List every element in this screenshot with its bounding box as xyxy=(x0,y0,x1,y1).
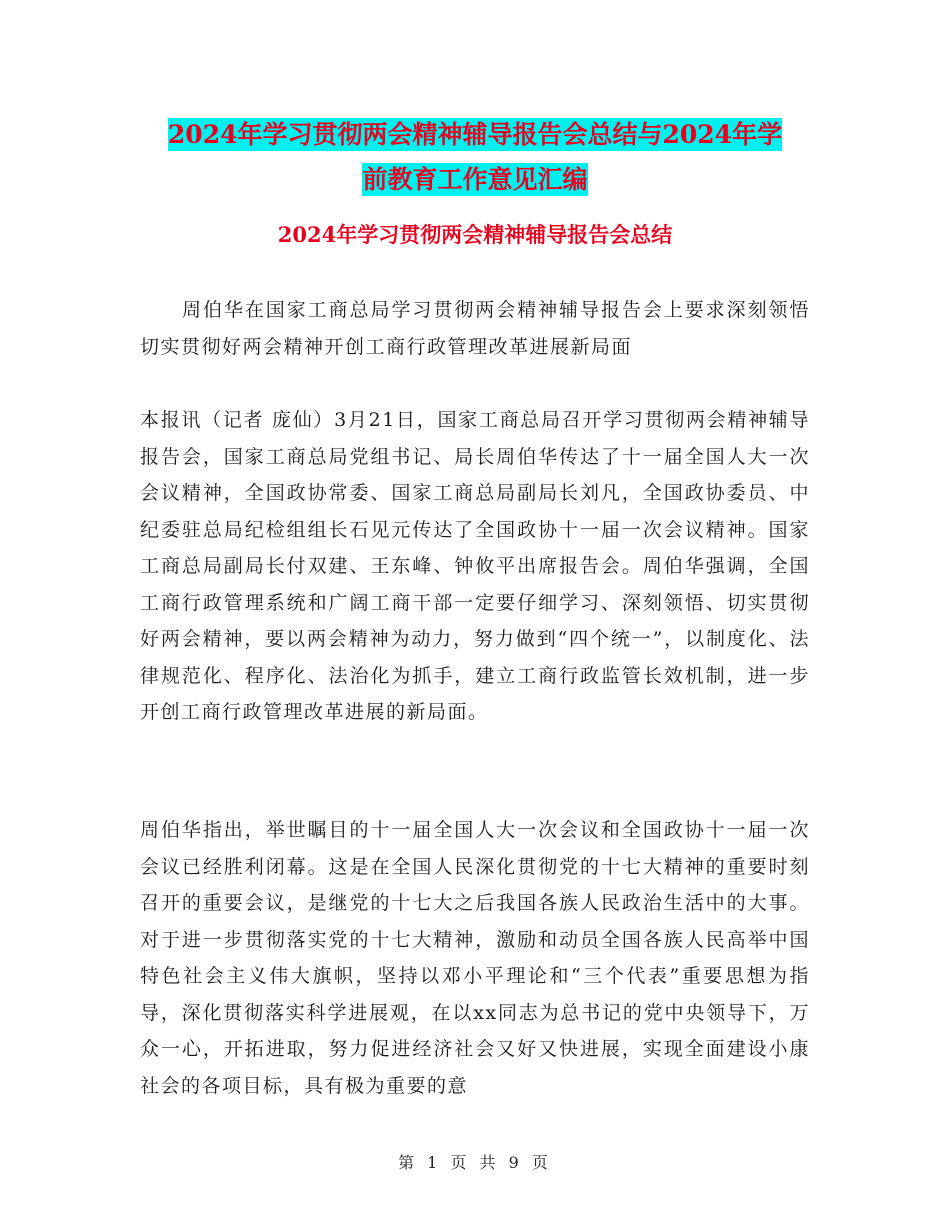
title-line-2: 前教育工作意见汇编 xyxy=(362,165,588,194)
document-title xyxy=(140,112,810,202)
page-number-footer: 第 1 页 共 9 页 xyxy=(398,1153,552,1172)
section-heading: 2024年学习贯彻两会精神辅导报告会总结 xyxy=(277,222,673,247)
intro-paragraph: 周伯华在国家工商总局学习贯彻两会精神辅导报告会上要求深刻领悟切实贯彻好两会精神开创工商行政管理改革进展新局面 xyxy=(140,299,810,358)
title-line-1: 2024年学习贯彻两会精神辅导报告会总结与2024年学 xyxy=(167,120,783,149)
body-paragraph-2: 周伯华指出，举世瞩目的十一届全国人大一次会议和全国政协十一届一次会议已经胜利闭幕。这是在全国人民深化贯彻党的十七大精神的重要时刻召开的重要会议，是继党的十七大之后我国各族人民政治生活中的大事。对于进一步贯彻落实党的十七大精神，激励和动员全国各族人民高举中国特色社会主义伟大旗帜，坚持以邓小平理论和“三个代表”重要思想为指导，深化贯彻落实科学进展观，在以xx同志为总书记的党中央领导下，万众一心，开拓进取，努力促进经济社会又好又快进展，实现全面建设小康社会的各项目标，具有极为重要的意 xyxy=(140,819,810,1097)
body-paragraph-1: 本报讯（记者 庞仙）3月21日，国家工商总局召开学习贯彻两会精神辅导报告会，国家工商总局党组书记、局长周伯华传达了十一届全国人大一次会议精神，全国政协常委、国家工商总局副局长刘凡，全国政协委员、中纪委驻总局纪检组组长石见元传达了全国政协十一届一次会议精神。国家工商总局副局长付双建、王东峰、钟攸平出席报告会。周伯华强调，全国工商行政管理系统和广阔工商干部一定要仔细学习、深刻领悟、切实贯彻好两会精神，要以两会精神为动力，努力做到“四个统一”，以制度化、法律规范化、程序化、法治化为抓手，建立工商行政监管长效机制，进一步开创工商行政管理改革进展的新局面。 xyxy=(140,409,810,723)
